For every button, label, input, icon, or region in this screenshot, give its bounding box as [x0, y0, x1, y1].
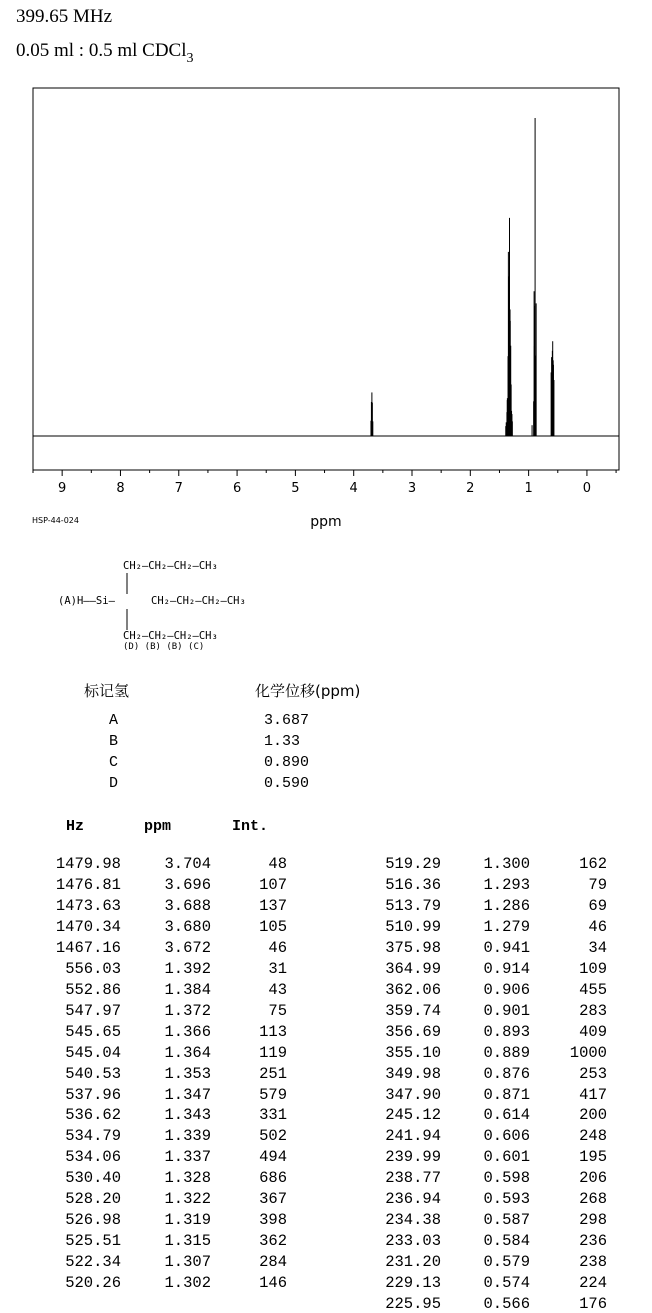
spectrum-code: HSP-44-024 [32, 516, 79, 525]
peak-int: 1000 [569, 1043, 607, 1062]
peak-hz: 238.77 [385, 1169, 441, 1188]
x-tick-label: 0 [582, 481, 592, 496]
peak-hz: 355.10 [385, 1043, 441, 1062]
peak-hz: 547.97 [65, 1001, 121, 1020]
peak-hz: 519.29 [385, 855, 441, 873]
peak-ppm: 1.337 [164, 1148, 211, 1167]
peak-int: 284 [259, 1253, 287, 1271]
peak-ppm: 0.579 [483, 1253, 530, 1271]
peak-hz: 510.99 [385, 917, 441, 936]
peak-hz: 520.26 [65, 1274, 121, 1292]
peak-int: 109 [579, 959, 607, 978]
peak-int: 238 [579, 1253, 607, 1271]
peak-int: 248 [579, 1127, 607, 1146]
peak-int: 367 [259, 1190, 287, 1209]
x-axis-ticks [33, 470, 616, 496]
peak-header-int: Int. [232, 818, 269, 835]
peak-int: 253 [579, 1064, 607, 1083]
peak-hz: 241.94 [385, 1127, 441, 1146]
peak-ppm: 3.688 [164, 896, 211, 915]
assignment-label: C [109, 754, 119, 771]
peak-int: 69 [588, 896, 607, 915]
peak-int: 236 [579, 1232, 607, 1251]
peak-int: 48 [268, 855, 287, 873]
header-label: 标记氢 [84, 682, 130, 700]
solvent-subscript: 3 [186, 51, 194, 66]
peak-ppm: 1.392 [164, 959, 211, 978]
peak-hz: 545.65 [65, 1022, 121, 1041]
molecule-structure [56, 556, 316, 656]
peak-hz: 534.06 [65, 1148, 121, 1167]
peak-hz: 545.04 [65, 1043, 121, 1062]
peak-ppm: 0.901 [483, 1001, 530, 1020]
peak-ppm: 1.353 [164, 1064, 211, 1083]
peak-hz: 536.62 [65, 1106, 121, 1125]
peak-hz: 245.12 [385, 1106, 441, 1125]
peak-int: 206 [579, 1169, 607, 1188]
peak-hz: 516.36 [385, 876, 441, 894]
peak-int: 331 [259, 1106, 287, 1125]
peak-hz: 526.98 [65, 1211, 121, 1230]
peak-hz: 1476.81 [55, 876, 121, 894]
peak-int: 146 [259, 1274, 287, 1292]
peak-hz: 239.99 [385, 1148, 441, 1167]
peak-int: 417 [579, 1085, 607, 1104]
plot-frame [33, 88, 619, 470]
peaks-group [371, 118, 554, 436]
peak-int: 455 [579, 980, 607, 999]
peak-hz: 375.98 [385, 938, 441, 957]
peak-ppm: 0.601 [483, 1148, 530, 1167]
peak-header-ppm: ppm [144, 818, 172, 835]
nmr-spectrum-chart [0, 80, 652, 530]
peak-ppm: 1.300 [483, 855, 530, 873]
peak-ppm: 1.293 [483, 876, 530, 894]
peak-ppm: 1.307 [164, 1253, 211, 1271]
peak-ppm: 0.906 [483, 980, 530, 999]
peak-int: 362 [259, 1232, 287, 1251]
peak-int: 200 [579, 1106, 607, 1125]
peak-hz: 1473.63 [55, 896, 121, 915]
spectrometer-frequency: 399.65 MHz [16, 6, 113, 27]
x-tick-label: 5 [291, 481, 300, 496]
peak-ppm: 1.328 [164, 1169, 211, 1188]
peak-int: 176 [579, 1295, 607, 1313]
peak-int: 34 [588, 938, 607, 957]
peak-hz: 236.94 [385, 1190, 441, 1209]
structure-bottom-chain: CH₂—CH₂—CH₂—CH₃ [123, 630, 218, 642]
peak-int: 283 [579, 1001, 607, 1020]
peak-hz: 347.90 [385, 1085, 441, 1104]
peak-int: 46 [588, 917, 607, 936]
header-shift: 化学位移(ppm) [255, 682, 361, 700]
peak-int: 119 [259, 1043, 287, 1062]
peak-hz: 552.86 [65, 980, 121, 999]
peak-ppm: 1.302 [164, 1274, 211, 1292]
peak-ppm: 0.584 [483, 1232, 530, 1251]
peak-hz: 362.06 [385, 980, 441, 999]
peak-hz: 1479.98 [55, 855, 121, 873]
peak-hz: 234.38 [385, 1211, 441, 1230]
peak-hz: 513.79 [385, 896, 441, 915]
peak-ppm: 1.315 [164, 1232, 211, 1251]
peak-int: 75 [268, 1001, 287, 1020]
peak-ppm: 1.384 [164, 980, 211, 999]
peak-int: 268 [579, 1190, 607, 1209]
structure-top-chain: CH₂—CH₂—CH₂—CH₃ [123, 560, 218, 572]
assignment-label: D [109, 775, 119, 792]
peak-ppm: 0.574 [483, 1274, 530, 1292]
peak-int: 409 [579, 1022, 607, 1041]
peak-ppm: 1.279 [483, 917, 530, 936]
peak-hz: 359.74 [385, 1001, 441, 1020]
peak-ppm: 0.941 [483, 938, 530, 957]
peak-hz: 356.69 [385, 1022, 441, 1041]
peak-int: 162 [579, 855, 607, 873]
peak-hz: 1470.34 [55, 917, 121, 936]
x-tick-label: 8 [116, 481, 125, 496]
x-tick-label: 7 [174, 481, 183, 496]
peak-hz: 525.51 [65, 1232, 121, 1251]
peak-ppm: 1.343 [164, 1106, 211, 1125]
peak-ppm: 0.598 [483, 1169, 530, 1188]
peak-int: 224 [579, 1274, 607, 1292]
peak-ppm: 0.914 [483, 959, 530, 978]
peak-hz: 231.20 [385, 1253, 441, 1271]
peak-header-hz: Hz [66, 818, 85, 835]
peak-hz: 229.13 [385, 1274, 441, 1292]
peak-int: 79 [588, 876, 607, 894]
peak-hz: 1467.16 [55, 938, 121, 957]
peak-ppm: 0.587 [483, 1211, 530, 1230]
x-axis-label: ppm [310, 514, 342, 530]
peak-hz: 528.20 [65, 1190, 121, 1209]
solvent-text: 0.05 ml : 0.5 ml CDCl [16, 40, 187, 61]
peak-ppm: 0.876 [483, 1064, 530, 1083]
peak-int: 31 [268, 959, 287, 978]
peak-int: 107 [259, 876, 287, 894]
structure-middle-prefix: (A)H——Si— [58, 595, 115, 607]
peak-hz: 540.53 [65, 1064, 121, 1083]
peak-ppm: 1.286 [483, 896, 530, 915]
peak-hz: 364.99 [385, 959, 441, 978]
x-tick-label: 4 [349, 481, 358, 496]
assignment-label: A [109, 712, 119, 729]
peak-ppm: 0.893 [483, 1022, 530, 1041]
peak-int: 251 [259, 1064, 287, 1083]
structure-middle-chain: CH₂—CH₂—CH₂—CH₃ [151, 595, 246, 607]
peak-hz: 537.96 [65, 1085, 121, 1104]
x-tick-label: 3 [407, 481, 417, 496]
structure-bottom-labels: (D) (B) (B) (C) [123, 642, 205, 652]
solvent-info [16, 40, 194, 67]
peak-hz: 556.03 [65, 959, 121, 978]
peak-ppm: 1.322 [164, 1190, 211, 1209]
peak-hz: 522.34 [65, 1253, 121, 1271]
peak-int: 398 [259, 1211, 287, 1230]
peak-int: 46 [268, 938, 287, 957]
peak-int: 113 [259, 1022, 287, 1041]
peak-ppm: 1.347 [164, 1085, 211, 1104]
peak-int: 137 [259, 896, 287, 915]
x-tick-label: 9 [58, 481, 67, 496]
peak-ppm: 0.606 [483, 1127, 530, 1146]
peak-ppm: 0.889 [483, 1043, 530, 1062]
peak-int: 494 [259, 1148, 287, 1167]
assignment-shift: 3.687 [264, 712, 310, 729]
peak-int: 195 [579, 1148, 607, 1167]
peak-ppm: 0.593 [483, 1190, 530, 1209]
peak-ppm: 0.871 [483, 1085, 530, 1104]
x-tick-label: 6 [232, 481, 242, 496]
x-tick-label: 1 [524, 481, 533, 496]
peak-ppm: 3.680 [164, 917, 211, 936]
peak-hz: 233.03 [385, 1232, 441, 1251]
peak-int: 502 [259, 1127, 287, 1146]
peak-hz: 534.79 [65, 1127, 121, 1146]
peak-int: 579 [259, 1085, 287, 1104]
assignment-shift: 0.590 [264, 775, 310, 792]
peak-hz: 349.98 [385, 1064, 441, 1083]
peak-ppm: 1.364 [164, 1043, 211, 1062]
peak-hz: 225.95 [385, 1295, 441, 1313]
peak-ppm: 3.704 [164, 855, 211, 873]
peak-ppm: 1.319 [164, 1211, 211, 1230]
assignment-shift: 1.33 [264, 733, 301, 750]
peak-ppm: 1.366 [164, 1022, 211, 1041]
peak-int: 298 [579, 1211, 607, 1230]
peak-int: 686 [259, 1169, 287, 1188]
peak-int: 43 [268, 980, 287, 999]
peak-ppm: 1.372 [164, 1001, 211, 1020]
peak-ppm: 1.339 [164, 1127, 211, 1146]
x-tick-label: 2 [466, 481, 475, 496]
peak-ppm: 0.566 [483, 1295, 530, 1313]
peak-ppm: 3.696 [164, 876, 211, 894]
assignment-shift: 0.890 [264, 754, 310, 771]
peak-ppm: 0.614 [483, 1106, 530, 1125]
peak-int: 105 [259, 917, 287, 936]
peak-ppm: 3.672 [164, 938, 211, 957]
assignment-label: B [109, 733, 119, 750]
peak-hz: 530.40 [65, 1169, 121, 1188]
